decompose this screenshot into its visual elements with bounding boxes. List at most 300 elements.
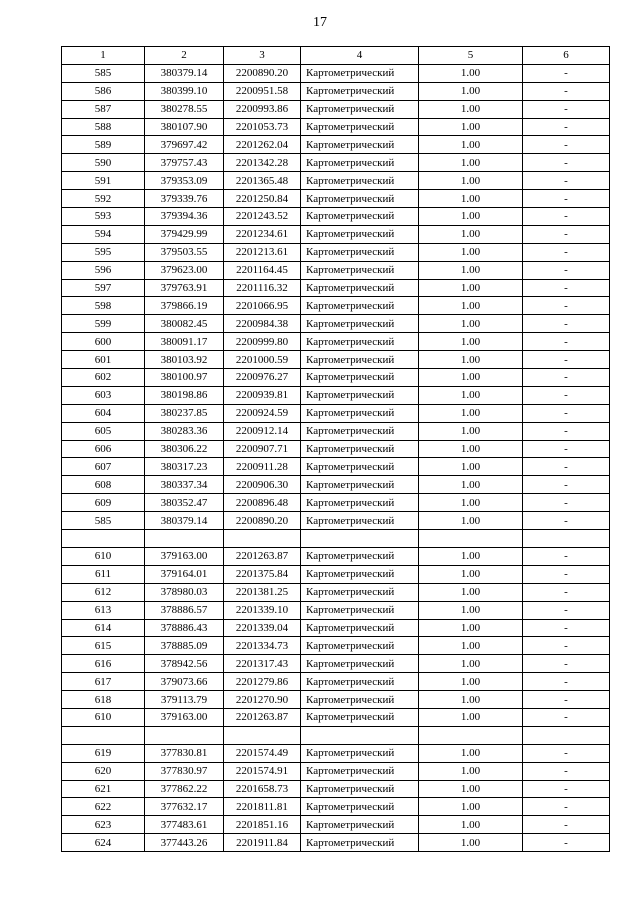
table-cell: -	[523, 744, 610, 762]
table-cell: 377483.61	[145, 816, 224, 834]
table-cell: Картометрический	[301, 601, 419, 619]
table-row	[62, 208, 610, 226]
table-cell: 380379.14	[145, 512, 224, 530]
table-cell: 2201234.61	[224, 225, 301, 243]
table-body	[62, 64, 610, 851]
table-cell: 1.00	[419, 655, 523, 673]
table-cell: 380278.55	[145, 100, 224, 118]
column-header-3: 3	[224, 47, 301, 65]
table-cell: 2201053.73	[224, 118, 301, 136]
table-row	[62, 100, 610, 118]
table-cell: 2201066.95	[224, 297, 301, 315]
table-cell: 2201811.81	[224, 798, 301, 816]
table-cell	[523, 530, 610, 548]
table-row	[62, 458, 610, 476]
table-cell: 380399.10	[145, 82, 224, 100]
table-cell	[62, 726, 145, 744]
table-cell: 380082.45	[145, 315, 224, 333]
table-cell: 378886.43	[145, 619, 224, 637]
table-cell: 2201574.49	[224, 744, 301, 762]
table-cell: -	[523, 100, 610, 118]
spacer-row	[62, 726, 610, 744]
column-header-6: 6	[523, 47, 610, 65]
table-cell	[224, 726, 301, 744]
table-cell: Картометрический	[301, 512, 419, 530]
table-cell: 617	[62, 673, 145, 691]
table-cell: 379623.00	[145, 261, 224, 279]
table-cell: 616	[62, 655, 145, 673]
table-cell: 596	[62, 261, 145, 279]
table-cell: Картометрический	[301, 100, 419, 118]
table-cell: 380352.47	[145, 494, 224, 512]
table-cell: 1.00	[419, 118, 523, 136]
table-cell: 379073.66	[145, 673, 224, 691]
table-cell: 380100.97	[145, 369, 224, 387]
table-cell: 380107.90	[145, 118, 224, 136]
table-cell	[62, 530, 145, 548]
table-cell: 379394.36	[145, 208, 224, 226]
table-cell: 2201116.32	[224, 279, 301, 297]
table-cell: Картометрический	[301, 798, 419, 816]
table-cell: Картометрический	[301, 297, 419, 315]
table-cell: 2201334.73	[224, 637, 301, 655]
table-cell: 1.00	[419, 619, 523, 637]
table-cell: 610	[62, 708, 145, 726]
table-cell: 379866.19	[145, 297, 224, 315]
table-cell: 380283.36	[145, 422, 224, 440]
table-cell: 1.00	[419, 136, 523, 154]
table-row	[62, 386, 610, 404]
table-cell	[145, 726, 224, 744]
table-cell: 379113.79	[145, 691, 224, 709]
table-cell: -	[523, 673, 610, 691]
table-row	[62, 404, 610, 422]
table-cell: 1.00	[419, 369, 523, 387]
table-cell: Картометрический	[301, 315, 419, 333]
table-row	[62, 744, 610, 762]
table-cell: 2201375.84	[224, 565, 301, 583]
table-cell: 618	[62, 691, 145, 709]
table-cell: -	[523, 315, 610, 333]
table-cell: 2200890.20	[224, 512, 301, 530]
table-cell: -	[523, 691, 610, 709]
table-cell: -	[523, 708, 610, 726]
table-cell: -	[523, 64, 610, 82]
table-cell: 2201342.28	[224, 154, 301, 172]
table-cell: 378885.09	[145, 637, 224, 655]
table-cell: 2201270.90	[224, 691, 301, 709]
table-cell: -	[523, 154, 610, 172]
table-cell: 2200912.14	[224, 422, 301, 440]
table-cell: 1.00	[419, 386, 523, 404]
table-cell: -	[523, 225, 610, 243]
table-row	[62, 422, 610, 440]
table-cell: -	[523, 351, 610, 369]
table-row	[62, 297, 610, 315]
table-cell: 2200924.59	[224, 404, 301, 422]
table-row	[62, 547, 610, 565]
table-cell: 1.00	[419, 190, 523, 208]
table-cell: 1.00	[419, 243, 523, 261]
table-row	[62, 601, 610, 619]
table-cell: Картометрический	[301, 404, 419, 422]
table-cell: -	[523, 369, 610, 387]
table-cell: 1.00	[419, 565, 523, 583]
table-cell: 2201339.10	[224, 601, 301, 619]
table-cell: 379757.43	[145, 154, 224, 172]
table-cell: 1.00	[419, 261, 523, 279]
table-row	[62, 369, 610, 387]
table-cell: 2201262.04	[224, 136, 301, 154]
table-cell: 2200951.58	[224, 82, 301, 100]
table-cell: Картометрический	[301, 172, 419, 190]
table-cell: 1.00	[419, 476, 523, 494]
table-cell	[523, 726, 610, 744]
page-number: 17	[313, 15, 327, 30]
table-cell: -	[523, 476, 610, 494]
table-cell: 588	[62, 118, 145, 136]
table-row	[62, 565, 610, 583]
table-cell: -	[523, 172, 610, 190]
table-row	[62, 583, 610, 601]
table-cell: 2200976.27	[224, 369, 301, 387]
table-cell: 619	[62, 744, 145, 762]
table-row	[62, 351, 610, 369]
table-cell: -	[523, 601, 610, 619]
table-cell: 1.00	[419, 494, 523, 512]
table-cell: 2201658.73	[224, 780, 301, 798]
table-cell: Картометрический	[301, 637, 419, 655]
table-cell: Картометрический	[301, 369, 419, 387]
table-cell: 1.00	[419, 637, 523, 655]
table-cell: 379339.76	[145, 190, 224, 208]
table-cell: 601	[62, 351, 145, 369]
table-row	[62, 243, 610, 261]
table-cell	[419, 726, 523, 744]
table-cell: Картометрический	[301, 190, 419, 208]
table-cell: 2201851.16	[224, 816, 301, 834]
table-cell: 1.00	[419, 583, 523, 601]
table-cell: 1.00	[419, 834, 523, 852]
column-header-4: 4	[301, 47, 419, 65]
table-cell: 379163.00	[145, 547, 224, 565]
table-cell: -	[523, 208, 610, 226]
table-cell: 1.00	[419, 422, 523, 440]
table-cell: Картометрический	[301, 691, 419, 709]
table-cell: 2201279.86	[224, 673, 301, 691]
table-cell: 1.00	[419, 100, 523, 118]
table-cell: Картометрический	[301, 655, 419, 673]
table-cell: Картометрический	[301, 494, 419, 512]
table-cell: 379164.01	[145, 565, 224, 583]
table-cell: -	[523, 762, 610, 780]
table-row	[62, 512, 610, 530]
table-row	[62, 190, 610, 208]
table-row	[62, 225, 610, 243]
table-cell: 2200896.48	[224, 494, 301, 512]
table-cell: 2201250.84	[224, 190, 301, 208]
table-cell: 595	[62, 243, 145, 261]
table-cell: -	[523, 798, 610, 816]
table-cell: Картометрический	[301, 476, 419, 494]
table-row	[62, 655, 610, 673]
table-cell: 1.00	[419, 762, 523, 780]
table-cell: 609	[62, 494, 145, 512]
table-cell: 2200890.20	[224, 64, 301, 82]
table-cell: -	[523, 637, 610, 655]
table-cell: -	[523, 386, 610, 404]
table-cell: 380237.85	[145, 404, 224, 422]
table-row	[62, 261, 610, 279]
table-cell: 2200907.71	[224, 440, 301, 458]
table-cell: -	[523, 190, 610, 208]
table-cell: 380337.34	[145, 476, 224, 494]
table-cell: 378886.57	[145, 601, 224, 619]
table-cell: 1.00	[419, 404, 523, 422]
table-cell: 602	[62, 369, 145, 387]
table-cell: 598	[62, 297, 145, 315]
table-cell: 379429.99	[145, 225, 224, 243]
table-cell: Картометрический	[301, 547, 419, 565]
table-cell: Картометрический	[301, 243, 419, 261]
table-cell: 379503.55	[145, 243, 224, 261]
table-cell: Картометрический	[301, 780, 419, 798]
table-cell: 613	[62, 601, 145, 619]
table-cell: -	[523, 780, 610, 798]
table-cell: -	[523, 136, 610, 154]
table-cell: 1.00	[419, 458, 523, 476]
table-cell: 1.00	[419, 64, 523, 82]
table-cell: 610	[62, 547, 145, 565]
table-cell: 1.00	[419, 601, 523, 619]
table-cell: 1.00	[419, 780, 523, 798]
table-cell: 597	[62, 279, 145, 297]
table-cell: 2201164.45	[224, 261, 301, 279]
table-cell: -	[523, 82, 610, 100]
table-row	[62, 708, 610, 726]
column-header-5: 5	[419, 47, 523, 65]
table-cell: Картометрический	[301, 816, 419, 834]
table-row	[62, 279, 610, 297]
table-cell	[419, 530, 523, 548]
table-cell: Картометрический	[301, 458, 419, 476]
table-cell: Картометрический	[301, 708, 419, 726]
table-cell: 380198.86	[145, 386, 224, 404]
table-cell: 377443.26	[145, 834, 224, 852]
table-cell: -	[523, 494, 610, 512]
table-row	[62, 762, 610, 780]
table-cell	[224, 530, 301, 548]
table-row	[62, 798, 610, 816]
table-cell: 2201243.52	[224, 208, 301, 226]
table-cell: Картометрический	[301, 744, 419, 762]
table-cell: 380091.17	[145, 333, 224, 351]
table-cell: 623	[62, 816, 145, 834]
table-cell: Картометрический	[301, 279, 419, 297]
table-cell: -	[523, 583, 610, 601]
table-cell	[301, 726, 419, 744]
table-row	[62, 333, 610, 351]
table-cell: 603	[62, 386, 145, 404]
table-cell: 378980.03	[145, 583, 224, 601]
table-cell: 600	[62, 333, 145, 351]
table-cell: 380317.23	[145, 458, 224, 476]
table-cell: Картометрический	[301, 673, 419, 691]
table-row	[62, 691, 610, 709]
table-cell: 1.00	[419, 208, 523, 226]
table-cell: 594	[62, 225, 145, 243]
table-cell: 379163.00	[145, 708, 224, 726]
table-cell: 1.00	[419, 547, 523, 565]
table-cell: 604	[62, 404, 145, 422]
table-cell: 2201574.91	[224, 762, 301, 780]
table-cell: 2201339.04	[224, 619, 301, 637]
table-cell: 2200906.30	[224, 476, 301, 494]
table-cell: 590	[62, 154, 145, 172]
table-row	[62, 136, 610, 154]
table-cell: 1.00	[419, 297, 523, 315]
table-cell: 1.00	[419, 691, 523, 709]
table-cell: Картометрический	[301, 333, 419, 351]
table-cell: 377830.81	[145, 744, 224, 762]
table-cell: Картометрический	[301, 225, 419, 243]
table-cell: 2201263.87	[224, 708, 301, 726]
table-cell: 608	[62, 476, 145, 494]
table-cell: 2200984.38	[224, 315, 301, 333]
table-cell: 589	[62, 136, 145, 154]
table-cell: 2201263.87	[224, 547, 301, 565]
table-row	[62, 154, 610, 172]
table-cell: -	[523, 279, 610, 297]
table-cell: 1.00	[419, 673, 523, 691]
table-cell: 621	[62, 780, 145, 798]
table-row	[62, 172, 610, 190]
table-cell: -	[523, 422, 610, 440]
table-cell: 615	[62, 637, 145, 655]
table-cell: 379763.91	[145, 279, 224, 297]
column-header-2: 2	[145, 47, 224, 65]
table-cell: 585	[62, 64, 145, 82]
table-cell: 606	[62, 440, 145, 458]
table-cell: Картометрический	[301, 351, 419, 369]
table-cell: 377632.17	[145, 798, 224, 816]
table-cell: -	[523, 512, 610, 530]
table-row	[62, 494, 610, 512]
table-cell	[301, 530, 419, 548]
table-cell: 607	[62, 458, 145, 476]
table-cell: Картометрический	[301, 440, 419, 458]
table-cell: Картометрический	[301, 208, 419, 226]
table-cell: Картометрический	[301, 834, 419, 852]
table-cell: 380103.92	[145, 351, 224, 369]
table-cell: 2201317.43	[224, 655, 301, 673]
table-cell: 586	[62, 82, 145, 100]
table-cell: 1.00	[419, 225, 523, 243]
table-row	[62, 440, 610, 458]
table-cell: 1.00	[419, 744, 523, 762]
table-cell: 587	[62, 100, 145, 118]
table-cell: 2200939.81	[224, 386, 301, 404]
table-cell: 1.00	[419, 333, 523, 351]
table-cell: 2201213.61	[224, 243, 301, 261]
table-cell: Картометрический	[301, 82, 419, 100]
table-cell: -	[523, 458, 610, 476]
table-cell: -	[523, 565, 610, 583]
table-cell: 1.00	[419, 351, 523, 369]
table-cell: 377862.22	[145, 780, 224, 798]
table-cell: 380379.14	[145, 64, 224, 82]
table-row	[62, 637, 610, 655]
table-row	[62, 82, 610, 100]
table-cell: 2200911.28	[224, 458, 301, 476]
table-cell: Картометрический	[301, 422, 419, 440]
table-row	[62, 64, 610, 82]
table-row	[62, 816, 610, 834]
table-cell: 624	[62, 834, 145, 852]
table-cell: 1.00	[419, 816, 523, 834]
table-cell: 2201381.25	[224, 583, 301, 601]
table-cell: 1.00	[419, 82, 523, 100]
table-cell: Картометрический	[301, 136, 419, 154]
table-cell: Картометрический	[301, 261, 419, 279]
table-row	[62, 834, 610, 852]
table-cell: -	[523, 816, 610, 834]
table-cell: -	[523, 118, 610, 136]
table-cell: 1.00	[419, 315, 523, 333]
table-cell: -	[523, 297, 610, 315]
table-cell: Картометрический	[301, 619, 419, 637]
column-header-1: 1	[62, 47, 145, 65]
table-cell: -	[523, 333, 610, 351]
table-cell: 1.00	[419, 512, 523, 530]
table-cell: -	[523, 547, 610, 565]
table-cell: -	[523, 243, 610, 261]
table-row	[62, 673, 610, 691]
table-cell: 377830.97	[145, 762, 224, 780]
table-cell: 1.00	[419, 798, 523, 816]
table-row	[62, 118, 610, 136]
table-cell: 2200993.86	[224, 100, 301, 118]
table-row	[62, 780, 610, 798]
table-cell: 2201911.84	[224, 834, 301, 852]
table-cell: 2200999.80	[224, 333, 301, 351]
table-cell: 1.00	[419, 154, 523, 172]
spacer-row	[62, 530, 610, 548]
table-cell: 379353.09	[145, 172, 224, 190]
table-cell: 622	[62, 798, 145, 816]
table-cell: -	[523, 834, 610, 852]
table-cell: 1.00	[419, 440, 523, 458]
table-cell: 591	[62, 172, 145, 190]
table-cell: 380306.22	[145, 440, 224, 458]
table-cell: 2201365.48	[224, 172, 301, 190]
table-cell: Картометрический	[301, 386, 419, 404]
table-row	[62, 619, 610, 637]
table-cell: Картометрический	[301, 565, 419, 583]
table-cell: -	[523, 261, 610, 279]
table-cell: 614	[62, 619, 145, 637]
table-cell: 2201000.59	[224, 351, 301, 369]
table-cell: Картометрический	[301, 762, 419, 780]
table-cell: Картометрический	[301, 583, 419, 601]
table-cell: 593	[62, 208, 145, 226]
table-cell: -	[523, 619, 610, 637]
table-header	[62, 47, 610, 65]
table-cell: 620	[62, 762, 145, 780]
table-cell: 605	[62, 422, 145, 440]
table-row	[62, 315, 610, 333]
table-cell: Картометрический	[301, 154, 419, 172]
